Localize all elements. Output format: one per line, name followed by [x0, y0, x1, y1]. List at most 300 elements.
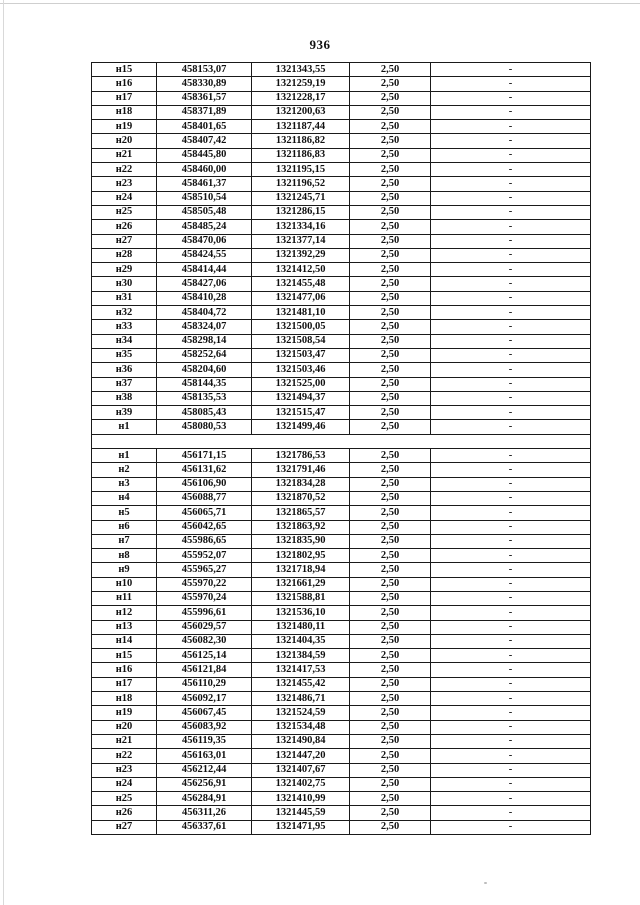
error-cell: 2,50: [350, 591, 431, 605]
error-cell: 2,50: [350, 734, 431, 748]
error-cell: 2,50: [350, 663, 431, 677]
note-cell: -: [431, 377, 591, 391]
x-coordinate-cell: 456092,17: [157, 692, 252, 706]
error-cell: 2,50: [350, 806, 431, 820]
error-cell: 2,50: [350, 77, 431, 91]
y-coordinate-cell: 1321786,53: [252, 449, 350, 463]
note-cell: -: [431, 191, 591, 205]
table-row: [92, 163, 591, 177]
note-cell: -: [431, 663, 591, 677]
table-row: [92, 220, 591, 234]
note-cell: -: [431, 406, 591, 420]
y-coordinate-cell: 1321508,54: [252, 334, 350, 348]
note-cell: -: [431, 591, 591, 605]
point-id-cell: н3: [92, 477, 157, 491]
error-cell: 2,50: [350, 377, 431, 391]
note-cell: -: [431, 248, 591, 262]
y-coordinate-cell: 1321286,15: [252, 205, 350, 219]
note-cell: -: [431, 520, 591, 534]
point-id-cell: н26: [92, 806, 157, 820]
table-row: [92, 306, 591, 320]
point-id-cell: н24: [92, 191, 157, 205]
error-cell: 2,50: [350, 391, 431, 405]
y-coordinate-cell: 1321477,06: [252, 291, 350, 305]
note-cell: -: [431, 806, 591, 820]
error-cell: 2,50: [350, 792, 431, 806]
table-row: [92, 277, 591, 291]
point-id-cell: н1: [92, 449, 157, 463]
x-coordinate-cell: 458144,35: [157, 377, 252, 391]
error-cell: 2,50: [350, 549, 431, 563]
point-id-cell: н18: [92, 692, 157, 706]
note-cell: -: [431, 792, 591, 806]
note-cell: -: [431, 291, 591, 305]
table-row: [92, 706, 591, 720]
separator-cell: [92, 434, 591, 448]
point-id-cell: н8: [92, 549, 157, 563]
table-row: [92, 649, 591, 663]
note-cell: -: [431, 334, 591, 348]
point-id-cell: н22: [92, 749, 157, 763]
x-coordinate-cell: 458371,89: [157, 105, 252, 119]
point-id-cell: н16: [92, 663, 157, 677]
error-cell: 2,50: [350, 105, 431, 119]
point-id-cell: н22: [92, 163, 157, 177]
table-row: [92, 406, 591, 420]
point-id-cell: н33: [92, 320, 157, 334]
point-id-cell: н27: [92, 234, 157, 248]
error-cell: 2,50: [350, 749, 431, 763]
y-coordinate-cell: 1321863,92: [252, 520, 350, 534]
point-id-cell: н36: [92, 363, 157, 377]
y-coordinate-cell: 1321445,59: [252, 806, 350, 820]
table-row: [92, 749, 591, 763]
error-cell: 2,50: [350, 334, 431, 348]
note-cell: -: [431, 620, 591, 634]
error-cell: 2,50: [350, 720, 431, 734]
point-id-cell: н37: [92, 377, 157, 391]
note-cell: -: [431, 320, 591, 334]
point-id-cell: н12: [92, 606, 157, 620]
note-cell: -: [431, 534, 591, 548]
scan-edge-left: [3, 0, 4, 905]
note-cell: -: [431, 577, 591, 591]
note-cell: -: [431, 749, 591, 763]
contour-separator-row: [92, 434, 591, 448]
scan-edge-top: [0, 3, 640, 4]
error-cell: 2,50: [350, 463, 431, 477]
note-cell: -: [431, 220, 591, 234]
table-row: [92, 377, 591, 391]
note-cell: -: [431, 77, 591, 91]
note-cell: -: [431, 306, 591, 320]
y-coordinate-cell: 1321392,29: [252, 248, 350, 262]
note-cell: -: [431, 734, 591, 748]
x-coordinate-cell: 456029,57: [157, 620, 252, 634]
x-coordinate-cell: 456082,30: [157, 634, 252, 648]
point-id-cell: н21: [92, 148, 157, 162]
error-cell: 2,50: [350, 491, 431, 505]
table-row: [92, 77, 591, 91]
error-cell: 2,50: [350, 191, 431, 205]
y-coordinate-cell: 1321515,47: [252, 406, 350, 420]
x-coordinate-cell: 458085,43: [157, 406, 252, 420]
error-cell: 2,50: [350, 563, 431, 577]
note-cell: -: [431, 634, 591, 648]
y-coordinate-cell: 1321870,52: [252, 491, 350, 505]
point-id-cell: н7: [92, 534, 157, 548]
point-id-cell: н14: [92, 634, 157, 648]
note-cell: -: [431, 163, 591, 177]
point-id-cell: н20: [92, 720, 157, 734]
x-coordinate-cell: 458153,07: [157, 63, 252, 77]
point-id-cell: н21: [92, 734, 157, 748]
note-cell: -: [431, 649, 591, 663]
x-coordinate-cell: 458324,07: [157, 320, 252, 334]
note-cell: -: [431, 692, 591, 706]
y-coordinate-cell: 1321245,71: [252, 191, 350, 205]
note-cell: -: [431, 363, 591, 377]
y-coordinate-cell: 1321377,14: [252, 234, 350, 248]
y-coordinate-cell: 1321447,20: [252, 749, 350, 763]
table-row: [92, 806, 591, 820]
error-cell: 2,50: [350, 306, 431, 320]
error-cell: 2,50: [350, 263, 431, 277]
error-cell: 2,50: [350, 248, 431, 262]
point-id-cell: н5: [92, 506, 157, 520]
error-cell: 2,50: [350, 291, 431, 305]
note-cell: -: [431, 420, 591, 434]
x-coordinate-cell: 458204,60: [157, 363, 252, 377]
x-coordinate-cell: 456042,65: [157, 520, 252, 534]
y-coordinate-cell: 1321481,10: [252, 306, 350, 320]
error-cell: 2,50: [350, 177, 431, 191]
x-coordinate-cell: 456171,15: [157, 449, 252, 463]
point-id-cell: н1: [92, 420, 157, 434]
y-coordinate-cell: 1321525,00: [252, 377, 350, 391]
point-id-cell: н28: [92, 248, 157, 262]
table-row: [92, 549, 591, 563]
point-id-cell: н39: [92, 406, 157, 420]
y-coordinate-cell: 1321588,81: [252, 591, 350, 605]
x-coordinate-cell: 456106,90: [157, 477, 252, 491]
error-cell: 2,50: [350, 706, 431, 720]
point-id-cell: н29: [92, 263, 157, 277]
point-id-cell: н6: [92, 520, 157, 534]
table-row: [92, 134, 591, 148]
note-cell: -: [431, 148, 591, 162]
note-cell: -: [431, 706, 591, 720]
point-id-cell: н19: [92, 706, 157, 720]
x-coordinate-cell: 456110,29: [157, 677, 252, 691]
error-cell: 2,50: [350, 63, 431, 77]
coordinates-table: [91, 62, 591, 835]
note-cell: -: [431, 606, 591, 620]
x-coordinate-cell: 456163,01: [157, 749, 252, 763]
y-coordinate-cell: 1321503,47: [252, 348, 350, 362]
y-coordinate-cell: 1321534,48: [252, 720, 350, 734]
x-coordinate-cell: 458445,80: [157, 148, 252, 162]
x-coordinate-cell: 458361,57: [157, 91, 252, 105]
x-coordinate-cell: 458407,42: [157, 134, 252, 148]
y-coordinate-cell: 1321412,50: [252, 263, 350, 277]
y-coordinate-cell: 1321503,46: [252, 363, 350, 377]
table-row: [92, 720, 591, 734]
table-row: [92, 692, 591, 706]
table-row: [92, 520, 591, 534]
point-id-cell: н26: [92, 220, 157, 234]
error-cell: 2,50: [350, 634, 431, 648]
x-coordinate-cell: 455970,24: [157, 591, 252, 605]
y-coordinate-cell: 1321187,44: [252, 120, 350, 134]
y-coordinate-cell: 1321865,57: [252, 506, 350, 520]
table-row: [92, 491, 591, 505]
note-cell: -: [431, 63, 591, 77]
point-id-cell: н27: [92, 820, 157, 834]
x-coordinate-cell: 458401,65: [157, 120, 252, 134]
table-row: [92, 320, 591, 334]
coordinates-table-body: [92, 63, 591, 835]
table-row: [92, 148, 591, 162]
y-coordinate-cell: 1321661,29: [252, 577, 350, 591]
note-cell: -: [431, 477, 591, 491]
error-cell: 2,50: [350, 677, 431, 691]
note-cell: -: [431, 491, 591, 505]
x-coordinate-cell: 456311,26: [157, 806, 252, 820]
table-row: [92, 177, 591, 191]
x-coordinate-cell: 455986,65: [157, 534, 252, 548]
point-id-cell: н31: [92, 291, 157, 305]
point-id-cell: н30: [92, 277, 157, 291]
x-coordinate-cell: 456119,35: [157, 734, 252, 748]
table-row: [92, 449, 591, 463]
x-coordinate-cell: 456067,45: [157, 706, 252, 720]
point-id-cell: н34: [92, 334, 157, 348]
y-coordinate-cell: 1321259,19: [252, 77, 350, 91]
x-coordinate-cell: 458080,53: [157, 420, 252, 434]
point-id-cell: н10: [92, 577, 157, 591]
x-coordinate-cell: 458404,72: [157, 306, 252, 320]
y-coordinate-cell: 1321186,83: [252, 148, 350, 162]
error-cell: 2,50: [350, 692, 431, 706]
table-row: [92, 191, 591, 205]
error-cell: 2,50: [350, 91, 431, 105]
note-cell: -: [431, 234, 591, 248]
error-cell: 2,50: [350, 477, 431, 491]
point-id-cell: н18: [92, 105, 157, 119]
error-cell: 2,50: [350, 506, 431, 520]
error-cell: 2,50: [350, 120, 431, 134]
error-cell: 2,50: [350, 363, 431, 377]
table-row: [92, 734, 591, 748]
x-coordinate-cell: 456088,77: [157, 491, 252, 505]
point-id-cell: н32: [92, 306, 157, 320]
y-coordinate-cell: 1321407,67: [252, 763, 350, 777]
y-coordinate-cell: 1321499,46: [252, 420, 350, 434]
y-coordinate-cell: 1321228,17: [252, 91, 350, 105]
note-cell: -: [431, 348, 591, 362]
y-coordinate-cell: 1321536,10: [252, 606, 350, 620]
x-coordinate-cell: 455965,27: [157, 563, 252, 577]
table-row: [92, 334, 591, 348]
table-row: [92, 606, 591, 620]
y-coordinate-cell: 1321494,37: [252, 391, 350, 405]
x-coordinate-cell: 455970,22: [157, 577, 252, 591]
x-coordinate-cell: 458427,06: [157, 277, 252, 291]
table-row: [92, 820, 591, 834]
y-coordinate-cell: 1321471,95: [252, 820, 350, 834]
y-coordinate-cell: 1321835,90: [252, 534, 350, 548]
x-coordinate-cell: 455952,07: [157, 549, 252, 563]
x-coordinate-cell: 458414,44: [157, 263, 252, 277]
x-coordinate-cell: 456212,44: [157, 763, 252, 777]
y-coordinate-cell: 1321455,48: [252, 277, 350, 291]
x-coordinate-cell: 456256,91: [157, 777, 252, 791]
error-cell: 2,50: [350, 820, 431, 834]
x-coordinate-cell: 458470,06: [157, 234, 252, 248]
table-row: [92, 263, 591, 277]
x-coordinate-cell: 458298,14: [157, 334, 252, 348]
y-coordinate-cell: 1321402,75: [252, 777, 350, 791]
table-row: [92, 105, 591, 119]
note-cell: -: [431, 463, 591, 477]
x-coordinate-cell: 455996,61: [157, 606, 252, 620]
table-row: [92, 63, 591, 77]
x-coordinate-cell: 458252,64: [157, 348, 252, 362]
y-coordinate-cell: 1321480,11: [252, 620, 350, 634]
table-row: [92, 563, 591, 577]
note-cell: -: [431, 120, 591, 134]
x-coordinate-cell: 456284,91: [157, 792, 252, 806]
y-coordinate-cell: 1321196,52: [252, 177, 350, 191]
point-id-cell: н15: [92, 649, 157, 663]
table-row: [92, 463, 591, 477]
x-coordinate-cell: 456125,14: [157, 649, 252, 663]
error-cell: 2,50: [350, 420, 431, 434]
note-cell: -: [431, 205, 591, 219]
note-cell: -: [431, 506, 591, 520]
page-number: 936: [309, 37, 331, 52]
point-id-cell: н2: [92, 463, 157, 477]
x-coordinate-cell: 456121,84: [157, 663, 252, 677]
table-row: [92, 777, 591, 791]
x-coordinate-cell: 458485,24: [157, 220, 252, 234]
table-row: [92, 363, 591, 377]
x-coordinate-cell: 458135,53: [157, 391, 252, 405]
error-cell: 2,50: [350, 148, 431, 162]
error-cell: 2,50: [350, 520, 431, 534]
y-coordinate-cell: 1321334,16: [252, 220, 350, 234]
point-id-cell: н9: [92, 563, 157, 577]
table-row: [92, 620, 591, 634]
note-cell: -: [431, 777, 591, 791]
error-cell: 2,50: [350, 163, 431, 177]
point-id-cell: н15: [92, 63, 157, 77]
scan-speck: [484, 882, 487, 884]
note-cell: -: [431, 763, 591, 777]
y-coordinate-cell: 1321417,53: [252, 663, 350, 677]
table-row: [92, 591, 591, 605]
y-coordinate-cell: 1321718,94: [252, 563, 350, 577]
error-cell: 2,50: [350, 234, 431, 248]
y-coordinate-cell: 1321404,35: [252, 634, 350, 648]
note-cell: -: [431, 177, 591, 191]
error-cell: 2,50: [350, 763, 431, 777]
table-row: [92, 234, 591, 248]
error-cell: 2,50: [350, 320, 431, 334]
note-cell: -: [431, 449, 591, 463]
note-cell: -: [431, 563, 591, 577]
y-coordinate-cell: 1321490,84: [252, 734, 350, 748]
y-coordinate-cell: 1321195,15: [252, 163, 350, 177]
error-cell: 2,50: [350, 620, 431, 634]
note-cell: -: [431, 277, 591, 291]
error-cell: 2,50: [350, 534, 431, 548]
point-id-cell: н17: [92, 677, 157, 691]
x-coordinate-cell: 458424,55: [157, 248, 252, 262]
y-coordinate-cell: 1321200,63: [252, 105, 350, 119]
table-row: [92, 663, 591, 677]
y-coordinate-cell: 1321524,59: [252, 706, 350, 720]
error-cell: 2,50: [350, 649, 431, 663]
table-row: [92, 420, 591, 434]
note-cell: -: [431, 720, 591, 734]
point-id-cell: н19: [92, 120, 157, 134]
table-row: [92, 120, 591, 134]
x-coordinate-cell: 458510,54: [157, 191, 252, 205]
point-id-cell: н20: [92, 134, 157, 148]
table-row: [92, 506, 591, 520]
x-coordinate-cell: 458505,48: [157, 205, 252, 219]
error-cell: 2,50: [350, 348, 431, 362]
x-coordinate-cell: 458460,00: [157, 163, 252, 177]
note-cell: -: [431, 391, 591, 405]
y-coordinate-cell: 1321834,28: [252, 477, 350, 491]
error-cell: 2,50: [350, 449, 431, 463]
table-row: [92, 534, 591, 548]
error-cell: 2,50: [350, 577, 431, 591]
table-row: [92, 792, 591, 806]
point-id-cell: н16: [92, 77, 157, 91]
point-id-cell: н23: [92, 177, 157, 191]
x-coordinate-cell: 458461,37: [157, 177, 252, 191]
table-row: [92, 91, 591, 105]
note-cell: -: [431, 820, 591, 834]
table-row: [92, 348, 591, 362]
table-row: [92, 634, 591, 648]
note-cell: -: [431, 263, 591, 277]
table-row: [92, 291, 591, 305]
point-id-cell: н35: [92, 348, 157, 362]
note-cell: -: [431, 134, 591, 148]
y-coordinate-cell: 1321802,95: [252, 549, 350, 563]
table-row: [92, 391, 591, 405]
error-cell: 2,50: [350, 134, 431, 148]
table-row: [92, 677, 591, 691]
x-coordinate-cell: 458330,89: [157, 77, 252, 91]
table-row: [92, 577, 591, 591]
x-coordinate-cell: 456065,71: [157, 506, 252, 520]
note-cell: -: [431, 549, 591, 563]
table-row: [92, 763, 591, 777]
note-cell: -: [431, 677, 591, 691]
table-row: [92, 248, 591, 262]
point-id-cell: н23: [92, 763, 157, 777]
table-row: [92, 205, 591, 219]
error-cell: 2,50: [350, 220, 431, 234]
y-coordinate-cell: 1321500,05: [252, 320, 350, 334]
y-coordinate-cell: 1321410,99: [252, 792, 350, 806]
